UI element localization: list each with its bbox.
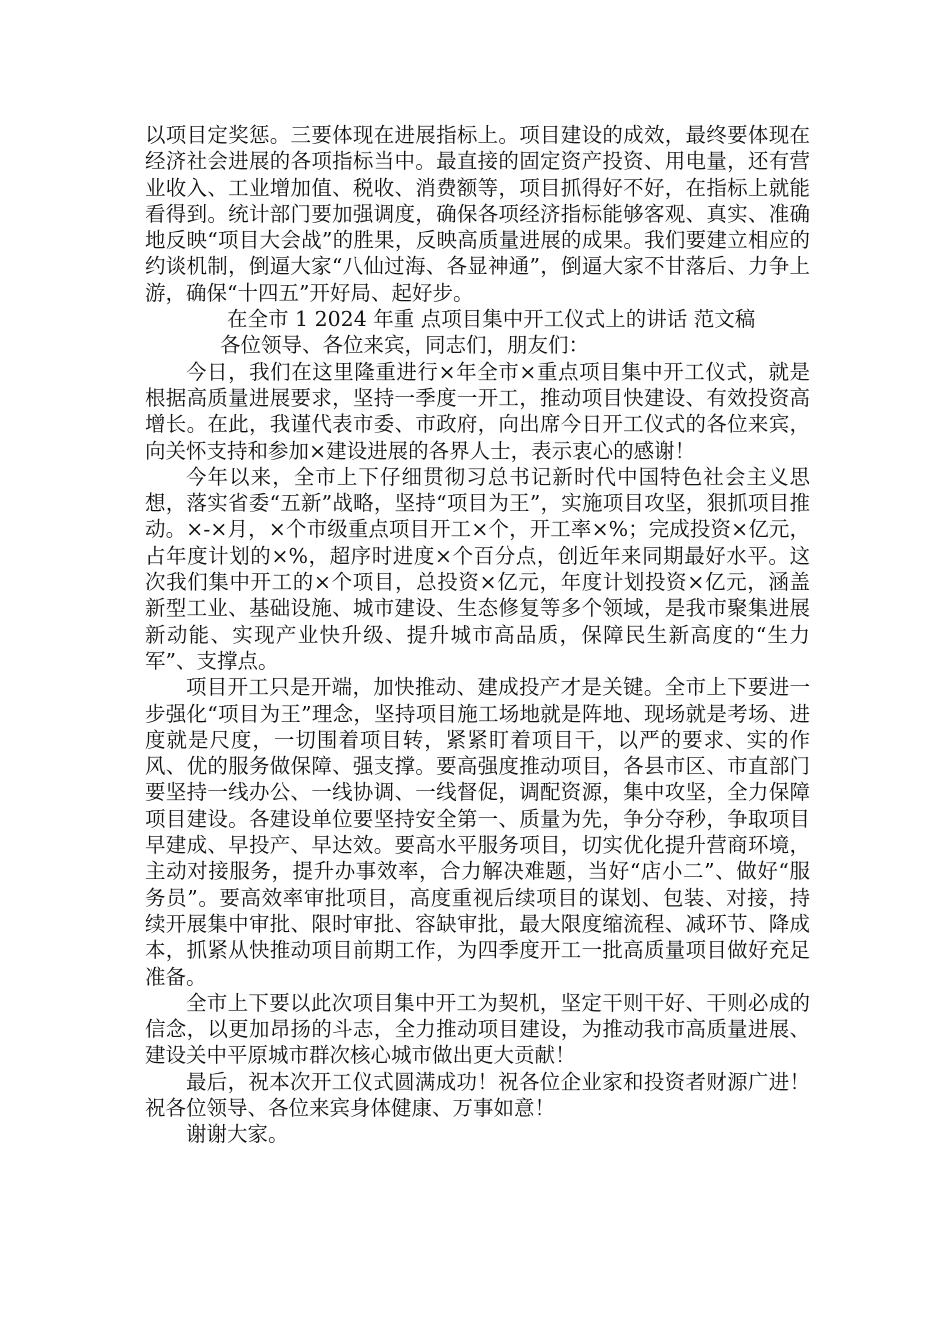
body-paragraph-call-to-action: 全市上下要以此次项目集中开工为契机，坚定干则干好、干则必成的信念，以更加昂扬的斗志，全力推动项目建设，为推动我市高质量进展、建设关中平原城市群次核心城市做出更大贡献！	[145, 990, 810, 1068]
closing-thanks: 谢谢大家。	[186, 1122, 289, 1147]
continuation-paragraph: 以项目定奖惩。三要体现在进展指标上。项目建设的成效，最终要体现在经济社会进展的各项指标当中。最直接的固定资产投资、用电量，还有营业收入、工业增加值、税收、消费额等，项目抓得好不好，在指标上就能看得到。统计部门要加强调度，确保各项经济指标能够客观、真实、准确地反映“项目大会战”的胜果，反映高质量进展的成果。我们要建立相应的约谈机制，倒逼大家“八仙过海、各显神通”，倒逼大家不甘落后、力争上游，确保“十四五”开好局、起好步。	[145, 123, 810, 305]
body-paragraph-requirements: 项目开工只是开端，加快推动、建成投产才是关键。全市上下要进一步强化“项目为王”理念，坚持项目施工场地就是阵地、现场就是考场、进度就是尺度，一切围着项目转，紧紧盯着项目干，以严的要求、实的作风、优的服务做保障、强支撑。要高强度推动项目，各县市区、市直部门要坚持一线办公、一线协调、一线督促，调配资源，集中攻坚，全力保障项目建设。各建设单位要坚持安全第一、质量为先，争分夺秒，争取项目早建成、早投产、早达效。要高水平服务项目，切实优化提升营商环境，主动对接服务，提升办事效率，合力解决难题，当好“店小二”、做好“服务员”。要高效率审批项目，高度重视后续项目的谋划、包装、对接，持续开展集中审批、限时审批、容缺审批，最大限度缩流程、减环节、降成本，抓紧从快推动项目前期工作，为四季度开工一批高质量项目做好充足准备。	[145, 675, 810, 989]
salutation: 各位领导、各位来宾，同志们，朋友们：	[220, 333, 589, 358]
body-paragraph-opening: 今日，我们在这里隆重进行×年全市×重点项目集中开工仪式，就是根据高质量进展要求，坚持一季度一开工，推动项目快建设、有效投资高增长。在此，我谨代表市委、市政府，向出席今日开工仪式的各位来宾，向关怀支持和参加×建设进展的各界人士，表示衷心的感谢！	[145, 359, 810, 463]
speech-title: 在全市 1 2024 年重 点项目集中开工仪式上的讲话 范文稿	[227, 307, 756, 332]
body-paragraph-progress: 今年以来，全市上下仔细贯彻习总书记新时代中国特色社会主义思想，落实省委“五新”战略，坚持“项目为王”，实施项目攻坚，狠抓项目推动。×-×月，×个市级重点项目开工×个，开工率×%；完成投资×亿元，占年度计划的×%，超序时进度×个百分点，创近年来同期最好水平。这次我们集中开工的×个项目，总投资×亿元，年度计划投资×亿元，涵盖新型工业、基础设施、城市建设、生态修复等多个领域，是我市聚集进展新动能、实现产业快升级、提升城市高品质，保障民生新高度的“生力军”、支撑点。	[145, 464, 810, 673]
body-paragraph-wishes: 最后，祝本次开工仪式圆满成功！祝各位企业家和投资者财源广进！祝各位领导、各位来宾身体健康、万事如意！	[145, 1069, 810, 1120]
document-page	[145, 122, 810, 1148]
